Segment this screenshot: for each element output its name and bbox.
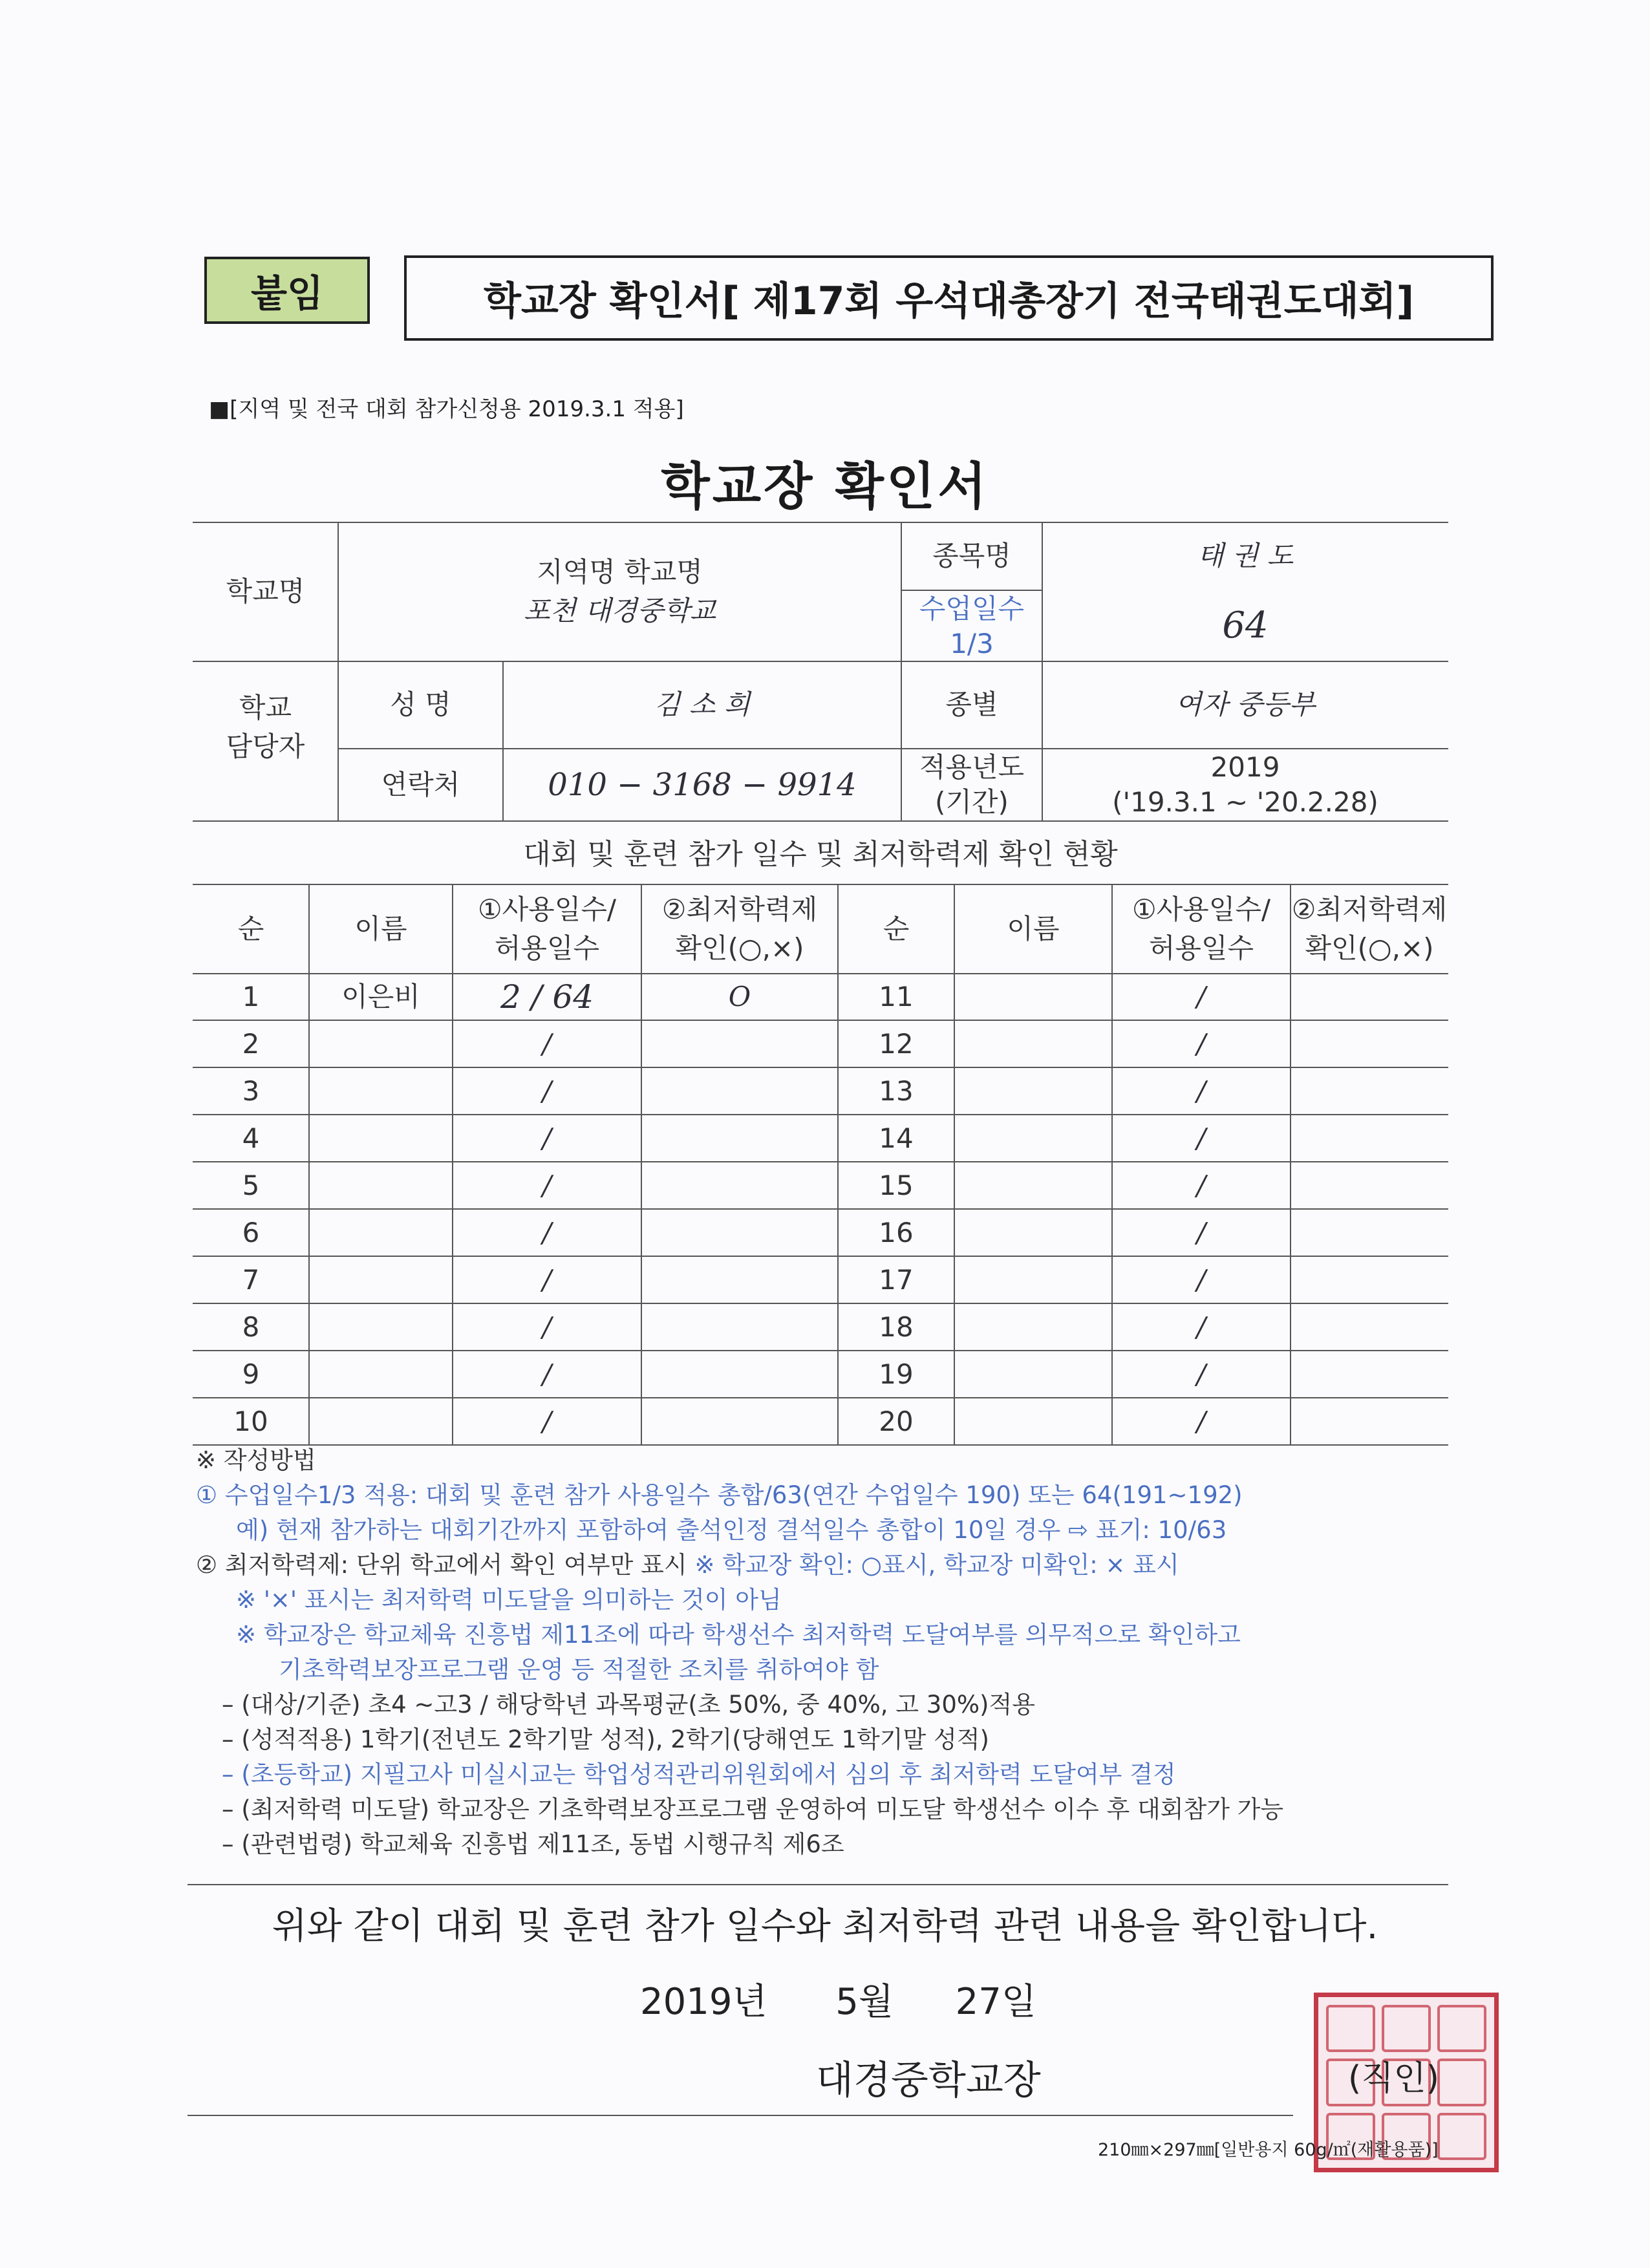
header-check-right-1: ②최저학력제 — [1291, 893, 1448, 925]
date-day: 27일 — [955, 1981, 1036, 2023]
row-7-no: 7 — [242, 1264, 260, 1296]
row-6-days2: / — [1196, 1217, 1206, 1249]
row-1-no: 1 — [242, 981, 260, 1013]
header-days-right-1: ①사용일수/ — [1131, 893, 1271, 925]
header-days-2: 허용일수 — [494, 932, 600, 964]
header-check-2: 확인(○,×) — [675, 932, 804, 964]
detail-1: – (대상/기준) 초4 ~고3 / 해당학년 과목평균(초 50%, 중 40%, 고 30%)적용 — [222, 1691, 1035, 1718]
row-3-no2: 13 — [879, 1075, 914, 1107]
row-7-days2: / — [1196, 1264, 1206, 1296]
row-8-days2: / — [1196, 1311, 1206, 1343]
year-period: ('19.3.1 ~ '20.2.28) — [1112, 786, 1378, 818]
form-title: 학교장 확인서 — [661, 458, 989, 516]
row-4-no2: 14 — [879, 1122, 914, 1155]
header-check-right-2: 확인(○,×) — [1305, 932, 1434, 964]
row-1-days2: / — [1196, 981, 1206, 1013]
year-label-1: 적용년도 — [919, 751, 1025, 784]
note-1a: ① 수업일수1/3 적용: 대회 및 훈련 참가 사용일수 총합/63(연간 수업일수 190) 또는 64(191~192) — [196, 1481, 1243, 1509]
row-3-days2: / — [1196, 1075, 1206, 1107]
signing-date — [640, 1973, 1036, 2025]
sport-value: 태 권 도 — [1197, 540, 1294, 572]
note-1b: 예) 현재 참가하는 대회기간까지 포함하여 출석인정 결석일수 총합이 10일 경우 ⇨ 표기: 10/63 — [236, 1516, 1227, 1544]
confirmation-statement: 위와 같이 대회 및 훈련 참가 일수와 최저학력 관련 내용을 확인합니다. — [272, 1905, 1378, 1947]
date-year: 2019년 — [640, 1981, 767, 2023]
status-title: 대회 및 훈련 참가 일수 및 최저학력제 확인 현황 — [523, 838, 1118, 872]
contact-phone-value: 010 − 3168 − 9914 — [548, 766, 857, 803]
row-10-no: 10 — [233, 1406, 268, 1438]
row-2-no2: 12 — [879, 1028, 914, 1060]
row-10-days: / — [542, 1406, 552, 1438]
year-value: 2019 — [1210, 751, 1280, 784]
row-4-days2: / — [1196, 1122, 1206, 1155]
header-days-1: ①사용일수/ — [477, 893, 617, 925]
note-2a: ② 최저학력제: 단위 학교에서 확인 여부만 표시 — [196, 1551, 687, 1579]
detail-5: – (관련법령) 학교체육 진흥법 제11조, 동법 시행규칙 제6조 — [222, 1830, 844, 1858]
row-5-days2: / — [1196, 1170, 1206, 1202]
school-days-fraction: 1/3 — [950, 627, 994, 659]
date-month: 5월 — [835, 1981, 894, 2023]
detail-2: – (성적적용) 1학기(전년도 2학기말 성적), 2학기(당해연도 1학기말 성적) — [222, 1726, 989, 1753]
row-1-name: 이은비 — [341, 981, 420, 1013]
school-sublabel: 지역명 학교명 — [537, 555, 703, 588]
sub-note: ■[지역 및 전국 대회 참가신청용 2019.3.1 적용] — [209, 396, 684, 422]
writing-instructions — [196, 1443, 1489, 1862]
row-8-no2: 18 — [879, 1311, 914, 1343]
contact-name-label: 성 명 — [390, 689, 451, 721]
row-9-no2: 19 — [879, 1358, 914, 1391]
header-no-right: 순 — [883, 912, 910, 945]
row-9-days2: / — [1196, 1358, 1206, 1391]
row-6-no2: 16 — [879, 1217, 914, 1249]
seal-label: (직인) — [1348, 2059, 1440, 2098]
header-name-right: 이름 — [1007, 912, 1060, 945]
row-5-no2: 15 — [879, 1170, 914, 1202]
school-days-value: 64 — [1222, 604, 1269, 647]
row-7-no2: 17 — [879, 1264, 914, 1296]
detail-3: – (초등학교) 지필고사 미실시교는 학업성적관리위원회에서 심의 후 최저학력 도달여부 결정 — [222, 1760, 1176, 1788]
header-no: 순 — [237, 912, 264, 945]
header-days-right-2: 허용일수 — [1148, 932, 1254, 964]
row-7-days: / — [542, 1264, 552, 1296]
row-1-days: 2 / 64 — [500, 978, 594, 1016]
note-4a: ※ 학교장은 학교체육 진흥법 제11조에 따라 학생선수 최저학력 도달여부를 의무적으로 확인하고 — [236, 1621, 1241, 1649]
category-value: 여자 중등부 — [1175, 689, 1316, 721]
row-4-no: 4 — [242, 1122, 260, 1155]
paper-spec-footer: 210㎜×297㎜[일반용지 60g/㎡(재활용품)] — [1098, 2140, 1439, 2160]
row-3-no: 3 — [242, 1075, 260, 1107]
row-9-days: / — [542, 1358, 552, 1391]
sport-label: 종목명 — [932, 540, 1011, 572]
category-label: 종별 — [945, 689, 998, 721]
row-4-days: / — [542, 1122, 552, 1155]
year-label-2: (기간) — [935, 786, 1009, 818]
row-6-days: / — [542, 1217, 552, 1249]
detail-4: – (최저학력 미도달) 학교장은 기초학력보장프로그램 운영하여 미도달 학생선수 이수 후 대회참가 가능 — [222, 1795, 1284, 1823]
note-4b: 기초학력보장프로그램 운영 등 적절한 조치를 취하여야 함 — [279, 1656, 879, 1684]
principal-name: 대경중학교장 — [816, 2058, 1041, 2103]
row-10-no2: 20 — [879, 1406, 914, 1438]
contact-phone-label: 연락처 — [381, 768, 460, 800]
contact-label-1: 학교 — [239, 691, 292, 723]
row-6-no: 6 — [242, 1217, 260, 1249]
row-8-no: 8 — [242, 1311, 260, 1343]
school-name-label: 학교명 — [226, 575, 305, 608]
header-name: 이름 — [354, 912, 407, 945]
row-10-days2: / — [1196, 1406, 1206, 1438]
row-9-no: 9 — [242, 1358, 260, 1391]
row-1-no2: 11 — [879, 981, 914, 1013]
document-title: 학교장 확인서[ 제17회 우석대총장기 전국태권도대회] — [404, 255, 1494, 341]
row-8-days: / — [542, 1311, 552, 1343]
note-3: ※ '×' 표시는 최저학력 미도달을 의미하는 것이 아님 — [236, 1586, 782, 1614]
note-2b: ※ 학교장 확인: ○표시, 학교장 미확인: × 표시 — [694, 1551, 1179, 1579]
notes-heading: ※ 작성방법 — [196, 1446, 316, 1474]
row-5-no: 5 — [242, 1170, 260, 1202]
row-2-days2: / — [1196, 1028, 1206, 1060]
row-2-days: / — [542, 1028, 552, 1060]
school-name-value: 포천 대경중학교 — [523, 594, 716, 626]
attachment-badge: 붙임 — [204, 257, 370, 324]
contact-name-value: 김 소 희 — [654, 689, 751, 721]
school-days-label: 수업일수 — [919, 593, 1025, 625]
row-2-no: 2 — [242, 1028, 260, 1060]
row-3-days: / — [542, 1075, 552, 1107]
row-5-days: / — [542, 1170, 552, 1202]
note-2 — [196, 1548, 1489, 1583]
header-check-1: ②최저학력제 — [661, 893, 818, 925]
contact-label-2: 담당자 — [226, 730, 305, 762]
row-1-check: O — [728, 981, 751, 1013]
